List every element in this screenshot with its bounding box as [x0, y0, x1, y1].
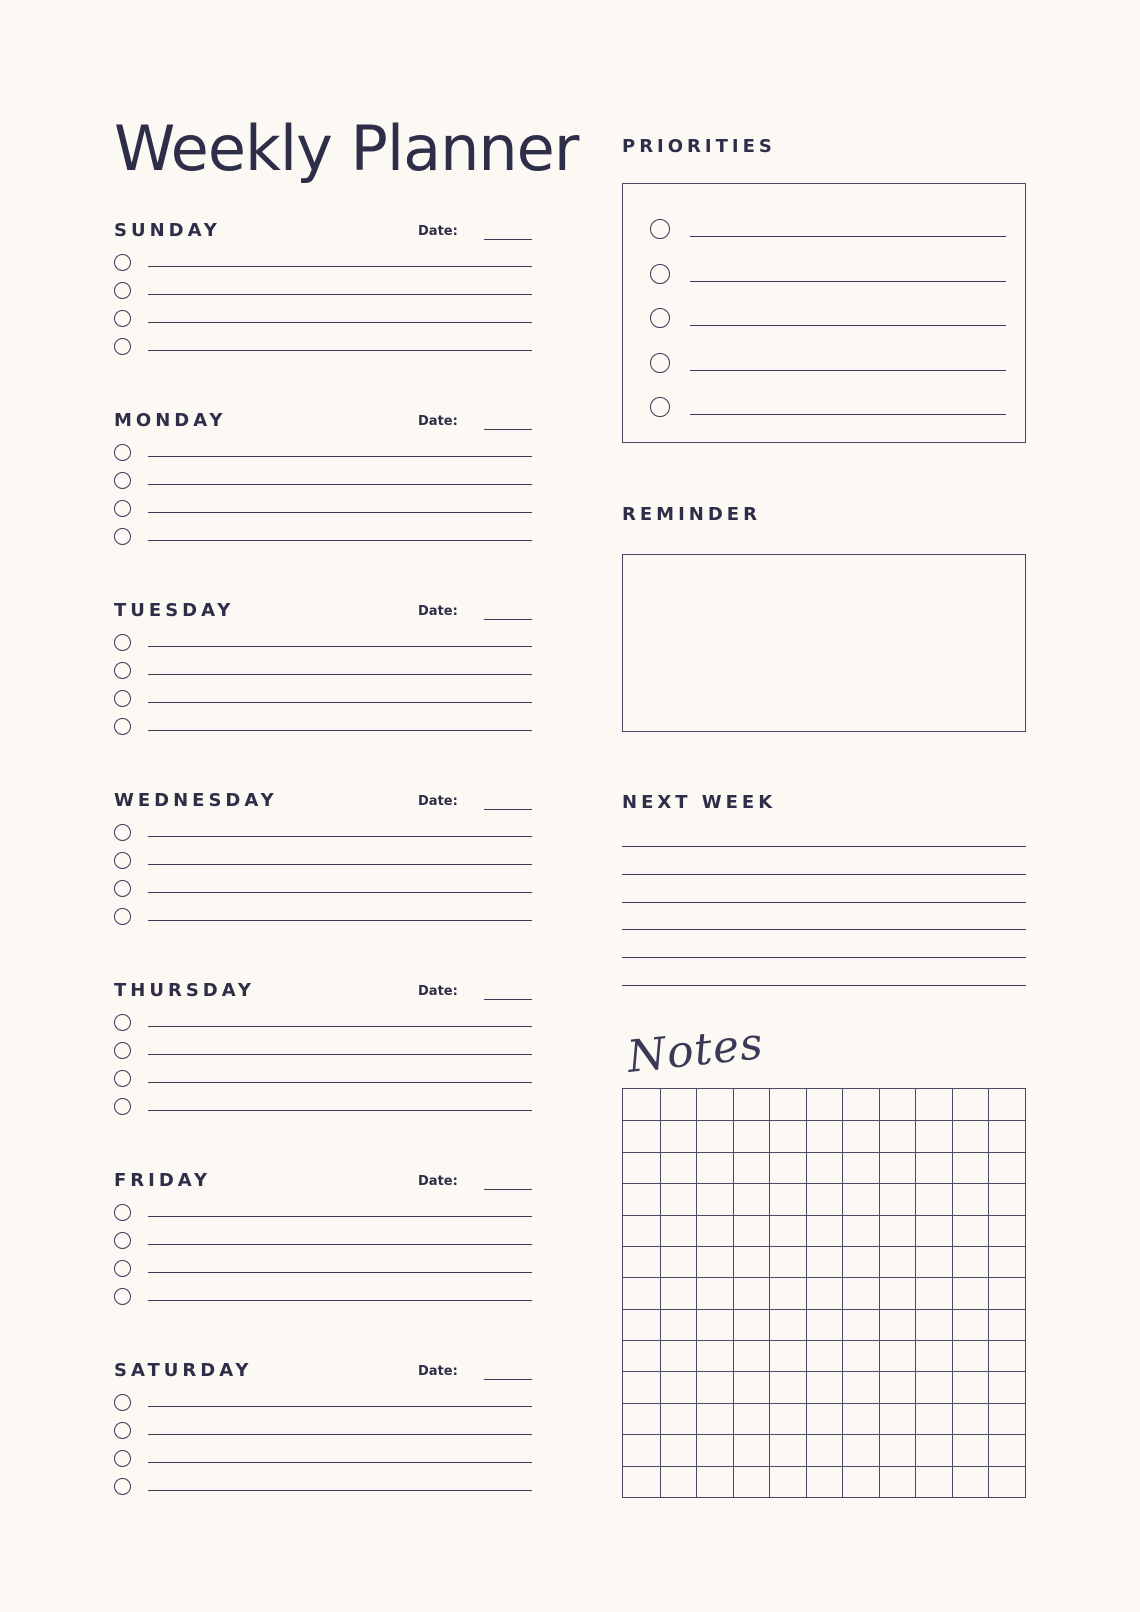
task-line[interactable] — [148, 484, 532, 485]
task-line[interactable] — [148, 540, 532, 541]
task-line[interactable] — [148, 1272, 532, 1273]
date-label: Date: — [418, 224, 458, 239]
priority-checkbox[interactable] — [650, 353, 670, 373]
grid-row-line — [623, 1215, 1025, 1216]
date-label: Date: — [418, 1364, 458, 1379]
date-label: Date: — [418, 1174, 458, 1189]
task-line[interactable] — [148, 1490, 532, 1491]
task-line[interactable] — [148, 294, 532, 295]
grid-row-line — [623, 1340, 1025, 1341]
task-checkbox[interactable] — [114, 310, 131, 327]
task-line[interactable] — [148, 864, 532, 865]
grid-row-line — [623, 1183, 1025, 1184]
task-checkbox[interactable] — [114, 908, 131, 925]
reminder-box[interactable] — [622, 554, 1026, 732]
task-checkbox[interactable] — [114, 254, 131, 271]
day-label-sunday: SUNDAY — [114, 220, 221, 241]
task-line[interactable] — [148, 322, 532, 323]
priority-line[interactable] — [690, 370, 1006, 371]
next-week-line[interactable] — [622, 957, 1026, 958]
task-checkbox[interactable] — [114, 824, 131, 841]
page-title: Weekly Planner — [114, 112, 579, 185]
priority-checkbox[interactable] — [650, 397, 670, 417]
task-line[interactable] — [148, 730, 532, 731]
priorities-box — [622, 183, 1026, 443]
priorities-heading: PRIORITIES — [622, 136, 776, 157]
task-line[interactable] — [148, 1406, 532, 1407]
task-checkbox[interactable] — [114, 1042, 131, 1059]
task-checkbox[interactable] — [114, 444, 131, 461]
task-line[interactable] — [148, 892, 532, 893]
notes-grid[interactable] — [622, 1088, 1026, 1498]
priority-checkbox[interactable] — [650, 308, 670, 328]
grid-column-line — [915, 1089, 916, 1497]
task-line[interactable] — [148, 512, 532, 513]
grid-row-line — [623, 1152, 1025, 1153]
date-field[interactable] — [484, 239, 532, 240]
day-label-thursday: THURSDAY — [114, 980, 255, 1001]
task-line[interactable] — [148, 1434, 532, 1435]
grid-row-line — [623, 1371, 1025, 1372]
task-checkbox[interactable] — [114, 1422, 131, 1439]
task-line[interactable] — [148, 350, 532, 351]
task-line[interactable] — [148, 702, 532, 703]
task-checkbox[interactable] — [114, 662, 131, 679]
task-checkbox[interactable] — [114, 852, 131, 869]
grid-row-line — [623, 1120, 1025, 1121]
priority-line[interactable] — [690, 325, 1006, 326]
task-checkbox[interactable] — [114, 500, 131, 517]
grid-row-line — [623, 1466, 1025, 1467]
next-week-line[interactable] — [622, 902, 1026, 903]
task-checkbox[interactable] — [114, 528, 131, 545]
grid-column-line — [660, 1089, 661, 1497]
task-checkbox[interactable] — [114, 690, 131, 707]
next-week-line[interactable] — [622, 874, 1026, 875]
priority-line[interactable] — [690, 236, 1006, 237]
task-checkbox[interactable] — [114, 1260, 131, 1277]
priority-line[interactable] — [690, 281, 1006, 282]
next-week-line[interactable] — [622, 846, 1026, 847]
reminder-heading: REMINDER — [622, 504, 761, 525]
task-line[interactable] — [148, 1462, 532, 1463]
grid-column-line — [842, 1089, 843, 1497]
task-checkbox[interactable] — [114, 1478, 131, 1495]
date-field[interactable] — [484, 999, 532, 1000]
date-label: Date: — [418, 604, 458, 619]
task-line[interactable] — [148, 1110, 532, 1111]
day-label-friday: FRIDAY — [114, 1170, 212, 1191]
day-label-wednesday: WEDNESDAY — [114, 790, 278, 811]
task-line[interactable] — [148, 1216, 532, 1217]
date-label: Date: — [418, 414, 458, 429]
day-label-tuesday: TUESDAY — [114, 600, 235, 621]
task-checkbox[interactable] — [114, 1394, 131, 1411]
date-field[interactable] — [484, 809, 532, 810]
task-checkbox[interactable] — [114, 1204, 131, 1221]
task-line[interactable] — [148, 1082, 532, 1083]
priority-line[interactable] — [690, 414, 1006, 415]
task-line[interactable] — [148, 1244, 532, 1245]
task-line[interactable] — [148, 1054, 532, 1055]
task-line[interactable] — [148, 456, 532, 457]
task-checkbox[interactable] — [114, 1014, 131, 1031]
task-checkbox[interactable] — [114, 880, 131, 897]
grid-column-line — [879, 1089, 880, 1497]
next-week-line[interactable] — [622, 985, 1026, 986]
task-checkbox[interactable] — [114, 1098, 131, 1115]
priority-checkbox[interactable] — [650, 219, 670, 239]
day-label-monday: MONDAY — [114, 410, 227, 431]
task-checkbox[interactable] — [114, 1232, 131, 1249]
task-line[interactable] — [148, 646, 532, 647]
date-label: Date: — [418, 984, 458, 999]
priority-checkbox[interactable] — [650, 264, 670, 284]
task-line[interactable] — [148, 836, 532, 837]
grid-row-line — [623, 1277, 1025, 1278]
grid-row-line — [623, 1403, 1025, 1404]
grid-column-line — [696, 1089, 697, 1497]
task-checkbox[interactable] — [114, 338, 131, 355]
date-field[interactable] — [484, 1189, 532, 1190]
task-checkbox[interactable] — [114, 1070, 131, 1087]
date-field[interactable] — [484, 619, 532, 620]
grid-row-line — [623, 1246, 1025, 1247]
notes-heading: Notes — [624, 1018, 766, 1083]
date-field[interactable] — [484, 429, 532, 430]
task-checkbox[interactable] — [114, 282, 131, 299]
task-line[interactable] — [148, 1300, 532, 1301]
task-checkbox[interactable] — [114, 472, 131, 489]
task-checkbox[interactable] — [114, 718, 131, 735]
next-week-line[interactable] — [622, 929, 1026, 930]
grid-row-line — [623, 1434, 1025, 1435]
grid-column-line — [769, 1089, 770, 1497]
task-line[interactable] — [148, 1026, 532, 1027]
task-checkbox[interactable] — [114, 1450, 131, 1467]
task-line[interactable] — [148, 920, 532, 921]
next-week-heading: NEXT WEEK — [622, 792, 777, 813]
grid-column-line — [806, 1089, 807, 1497]
task-checkbox[interactable] — [114, 1288, 131, 1305]
grid-row-line — [623, 1309, 1025, 1310]
grid-column-line — [733, 1089, 734, 1497]
date-label: Date: — [418, 794, 458, 809]
task-line[interactable] — [148, 266, 532, 267]
task-checkbox[interactable] — [114, 634, 131, 651]
date-field[interactable] — [484, 1379, 532, 1380]
grid-column-line — [952, 1089, 953, 1497]
day-label-saturday: SATURDAY — [114, 1360, 253, 1381]
grid-column-line — [988, 1089, 989, 1497]
task-line[interactable] — [148, 674, 532, 675]
